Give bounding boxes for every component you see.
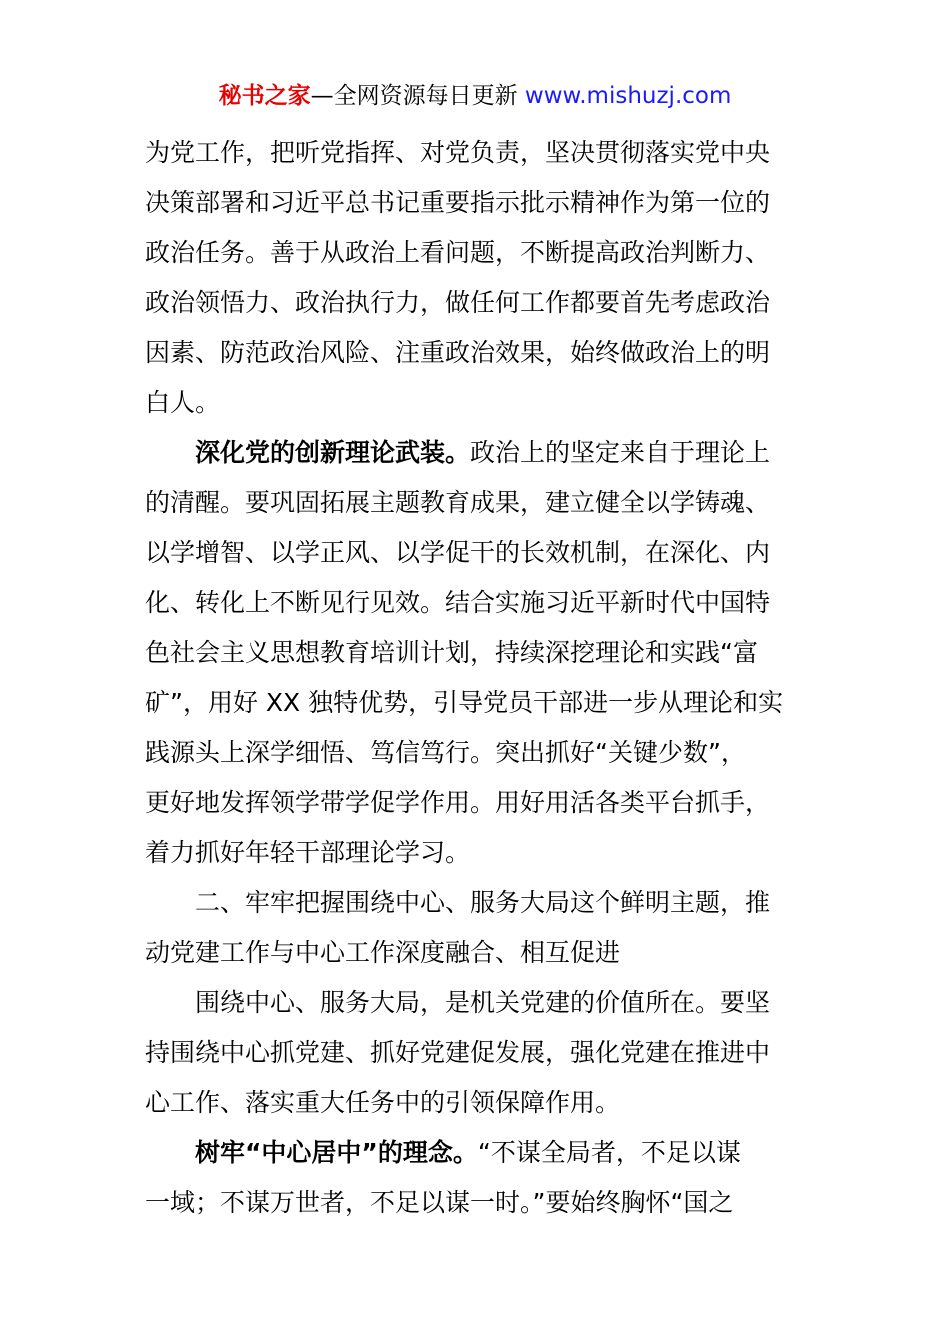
text-line: 矿”，用好 XX 独特优势，引导党员干部进一步从理论和实	[145, 688, 784, 717]
paragraph-heading: 树牢“中心居中”的理念。	[195, 1138, 478, 1167]
paragraph-heading: 深化党的创新理论武装。	[195, 438, 471, 467]
document-body	[145, 128, 810, 1228]
text-line: 以学增智、以学正风、以学促干的长效机制，在深化、内	[145, 538, 771, 567]
text-line: 心工作、落实重大任务中的引领保障作用。	[145, 1088, 621, 1117]
text-line: 政治领悟力、政治执行力，做任何工作都要首先考虑政治	[145, 288, 771, 317]
text-line: 的清醒。要巩固拓展主题教育成果，建立健全以学铸魂、	[145, 488, 771, 517]
text-line: 着力抓好年轻干部理论学习。	[145, 838, 471, 867]
text-line: 白人。	[145, 388, 221, 417]
site-slogan: —全网资源每日更新	[310, 83, 525, 109]
text-line: 政治任务。善于从政治上看问题，不断提高政治判断力、	[145, 238, 771, 267]
text-line: 一域；不谋万世者，不足以谋一时。”要始终胸怀“国之	[145, 1188, 734, 1217]
site-brand: 秘书之家	[218, 83, 311, 109]
site-header	[0, 80, 950, 112]
text-line: 践源头上深学细悟、笃信笃行。突出抓好“关键少数”，	[145, 738, 746, 767]
text-line: 为党工作，把听党指挥、对党负责，坚决贯彻落实党中央	[145, 138, 771, 167]
section-heading-line: 二、牢牢把握围绕中心、服务大局这个鲜明主题，推	[195, 888, 771, 917]
text-line: 持围绕中心抓党建、抓好党建促发展，强化党建在推进中	[145, 1038, 771, 1067]
paragraph-start-line: 树牢“中心居中”的理念。“不谋全局者，不足以谋	[195, 1138, 741, 1167]
paragraph-start-line: 围绕中心、服务大局，是机关党建的价值所在。要坚	[195, 988, 771, 1017]
text-line: 化、转化上不断见行见效。结合实施习近平新时代中国特	[145, 588, 771, 617]
site-url[interactable]: www.mishuzj.com	[524, 83, 732, 109]
paragraph-start-line: 深化党的创新理论武装。政治上的坚定来自于理论上	[195, 438, 771, 467]
text-line: 因素、防范政治风险、注重政治效果，始终做政治上的明	[145, 338, 771, 367]
section-heading-line: 动党建工作与中心工作深度融合、相互促进	[145, 938, 621, 967]
text-line: 色社会主义思想教育培训计划，持续深挖理论和实践“富	[145, 638, 758, 667]
text-line: 更好地发挥领学带学促学作用。用好用活各类平台抓手，	[145, 788, 771, 817]
text-line: 决策部署和习近平总书记重要指示批示精神作为第一位的	[145, 188, 771, 217]
